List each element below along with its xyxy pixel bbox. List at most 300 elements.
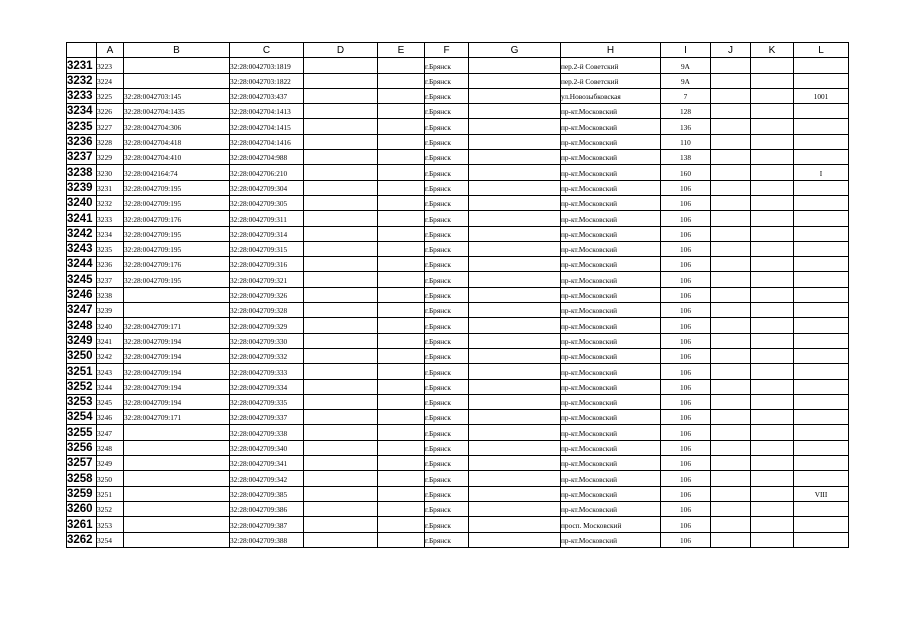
cell-k[interactable] bbox=[751, 226, 794, 241]
cell-d[interactable] bbox=[304, 88, 378, 103]
cell-k[interactable] bbox=[751, 257, 794, 272]
cell-l[interactable] bbox=[794, 272, 849, 287]
cell-b[interactable]: 32:28:0042709:194 bbox=[124, 364, 230, 379]
cell-i[interactable]: 136 bbox=[661, 119, 711, 134]
cell-g[interactable] bbox=[469, 104, 561, 119]
cell-c[interactable]: 32:28:0042709:333 bbox=[230, 364, 304, 379]
cell-h[interactable]: пр-кт.Московский bbox=[561, 226, 661, 241]
cell-f[interactable]: г.Брянск bbox=[425, 73, 469, 88]
row-number[interactable]: 3231 bbox=[67, 58, 97, 73]
cell-h[interactable]: пр-кт.Московский bbox=[561, 471, 661, 486]
cell-k[interactable] bbox=[751, 88, 794, 103]
cell-g[interactable] bbox=[469, 456, 561, 471]
cell-f[interactable]: г.Брянск bbox=[425, 195, 469, 210]
cell-f[interactable]: г.Брянск bbox=[425, 165, 469, 180]
cell-f[interactable]: г.Брянск bbox=[425, 532, 469, 547]
cell-b[interactable]: 32:28:0042709:194 bbox=[124, 379, 230, 394]
cell-i[interactable]: 106 bbox=[661, 471, 711, 486]
cell-i[interactable]: 106 bbox=[661, 318, 711, 333]
cell-d[interactable] bbox=[304, 394, 378, 409]
cell-f[interactable]: г.Брянск bbox=[425, 303, 469, 318]
cell-l[interactable] bbox=[794, 333, 849, 348]
cell-j[interactable] bbox=[711, 195, 751, 210]
cell-b[interactable] bbox=[124, 501, 230, 516]
cell-h[interactable]: пр-кт.Московский bbox=[561, 211, 661, 226]
cell-h[interactable]: пр-кт.Московский bbox=[561, 379, 661, 394]
cell-j[interactable] bbox=[711, 456, 751, 471]
cell-d[interactable] bbox=[304, 410, 378, 425]
cell-e[interactable] bbox=[378, 440, 425, 455]
cell-h[interactable]: пр-кт.Московский bbox=[561, 410, 661, 425]
cell-b[interactable]: 32:28:0042709:176 bbox=[124, 211, 230, 226]
row-number[interactable]: 3261 bbox=[67, 517, 97, 532]
cell-i[interactable]: 106 bbox=[661, 425, 711, 440]
cell-g[interactable] bbox=[469, 501, 561, 516]
cell-a[interactable]: 3237 bbox=[97, 272, 124, 287]
cell-d[interactable] bbox=[304, 287, 378, 302]
cell-g[interactable] bbox=[469, 486, 561, 501]
cell-g[interactable] bbox=[469, 165, 561, 180]
cell-k[interactable] bbox=[751, 211, 794, 226]
cell-d[interactable] bbox=[304, 379, 378, 394]
cell-j[interactable] bbox=[711, 287, 751, 302]
cell-j[interactable] bbox=[711, 180, 751, 195]
cell-a[interactable]: 3240 bbox=[97, 318, 124, 333]
cell-k[interactable] bbox=[751, 150, 794, 165]
row-number[interactable]: 3246 bbox=[67, 287, 97, 302]
cell-f[interactable]: г.Брянск bbox=[425, 333, 469, 348]
cell-b[interactable]: 32:28:0042709:195 bbox=[124, 241, 230, 256]
cell-h[interactable]: пр-кт.Московский bbox=[561, 180, 661, 195]
row-number[interactable]: 3251 bbox=[67, 364, 97, 379]
cell-l[interactable] bbox=[794, 379, 849, 394]
cell-c[interactable]: 32:28:0042704:1416 bbox=[230, 134, 304, 149]
cell-i[interactable]: 106 bbox=[661, 410, 711, 425]
cell-h[interactable]: пр-кт.Московский bbox=[561, 532, 661, 547]
cell-l[interactable] bbox=[794, 532, 849, 547]
cell-e[interactable] bbox=[378, 456, 425, 471]
cell-f[interactable]: г.Брянск bbox=[425, 379, 469, 394]
cell-d[interactable] bbox=[304, 104, 378, 119]
cell-a[interactable]: 3231 bbox=[97, 180, 124, 195]
cell-k[interactable] bbox=[751, 303, 794, 318]
cell-l[interactable] bbox=[794, 348, 849, 363]
cell-j[interactable] bbox=[711, 333, 751, 348]
cell-a[interactable]: 3249 bbox=[97, 456, 124, 471]
cell-j[interactable] bbox=[711, 379, 751, 394]
cell-c[interactable]: 32:28:0042709:385 bbox=[230, 486, 304, 501]
cell-d[interactable] bbox=[304, 119, 378, 134]
cell-c[interactable]: 32:28:0042704:1415 bbox=[230, 119, 304, 134]
cell-l[interactable] bbox=[794, 58, 849, 73]
cell-i[interactable]: 106 bbox=[661, 501, 711, 516]
cell-e[interactable] bbox=[378, 287, 425, 302]
cell-c[interactable]: 32:28:0042709:330 bbox=[230, 333, 304, 348]
cell-d[interactable] bbox=[304, 501, 378, 516]
cell-i[interactable]: 106 bbox=[661, 272, 711, 287]
cell-g[interactable] bbox=[469, 150, 561, 165]
cell-a[interactable]: 3224 bbox=[97, 73, 124, 88]
cell-a[interactable]: 3225 bbox=[97, 88, 124, 103]
cell-c[interactable]: 32:28:0042709:314 bbox=[230, 226, 304, 241]
cell-l[interactable] bbox=[794, 394, 849, 409]
cell-d[interactable] bbox=[304, 471, 378, 486]
row-number[interactable]: 3252 bbox=[67, 379, 97, 394]
row-number[interactable]: 3248 bbox=[67, 318, 97, 333]
cell-h[interactable]: пр-кт.Московский bbox=[561, 134, 661, 149]
cell-g[interactable] bbox=[469, 364, 561, 379]
cell-e[interactable] bbox=[378, 486, 425, 501]
cell-i[interactable]: 106 bbox=[661, 257, 711, 272]
cell-g[interactable] bbox=[469, 287, 561, 302]
cell-j[interactable] bbox=[711, 394, 751, 409]
cell-f[interactable]: г.Брянск bbox=[425, 180, 469, 195]
cell-j[interactable] bbox=[711, 241, 751, 256]
column-header-h[interactable]: H bbox=[561, 43, 661, 58]
cell-l[interactable] bbox=[794, 134, 849, 149]
cell-h[interactable]: пр-кт.Московский bbox=[561, 364, 661, 379]
cell-i[interactable]: 106 bbox=[661, 287, 711, 302]
cell-l[interactable] bbox=[794, 180, 849, 195]
cell-j[interactable] bbox=[711, 425, 751, 440]
cell-k[interactable] bbox=[751, 471, 794, 486]
cell-e[interactable] bbox=[378, 104, 425, 119]
cell-f[interactable]: г.Брянск bbox=[425, 119, 469, 134]
row-number[interactable]: 3250 bbox=[67, 348, 97, 363]
cell-l[interactable] bbox=[794, 517, 849, 532]
cell-a[interactable]: 3228 bbox=[97, 134, 124, 149]
cell-l[interactable] bbox=[794, 211, 849, 226]
cell-l[interactable]: I bbox=[794, 165, 849, 180]
cell-l[interactable] bbox=[794, 150, 849, 165]
cell-j[interactable] bbox=[711, 165, 751, 180]
cell-a[interactable]: 3243 bbox=[97, 364, 124, 379]
cell-i[interactable]: 106 bbox=[661, 195, 711, 210]
cell-k[interactable] bbox=[751, 379, 794, 394]
cell-j[interactable] bbox=[711, 348, 751, 363]
cell-g[interactable] bbox=[469, 318, 561, 333]
cell-e[interactable] bbox=[378, 318, 425, 333]
cell-i[interactable]: 7 bbox=[661, 88, 711, 103]
cell-d[interactable] bbox=[304, 517, 378, 532]
cell-e[interactable] bbox=[378, 532, 425, 547]
cell-e[interactable] bbox=[378, 379, 425, 394]
row-number[interactable]: 3262 bbox=[67, 532, 97, 547]
cell-i[interactable]: 9А bbox=[661, 73, 711, 88]
cell-g[interactable] bbox=[469, 88, 561, 103]
cell-l[interactable] bbox=[794, 364, 849, 379]
cell-l[interactable] bbox=[794, 440, 849, 455]
cell-k[interactable] bbox=[751, 73, 794, 88]
cell-d[interactable] bbox=[304, 348, 378, 363]
cell-j[interactable] bbox=[711, 532, 751, 547]
cell-j[interactable] bbox=[711, 272, 751, 287]
cell-f[interactable]: г.Брянск bbox=[425, 440, 469, 455]
cell-a[interactable]: 3250 bbox=[97, 471, 124, 486]
cell-j[interactable] bbox=[711, 486, 751, 501]
cell-g[interactable] bbox=[469, 226, 561, 241]
row-number[interactable]: 3255 bbox=[67, 425, 97, 440]
cell-d[interactable] bbox=[304, 134, 378, 149]
cell-b[interactable] bbox=[124, 425, 230, 440]
cell-k[interactable] bbox=[751, 272, 794, 287]
cell-b[interactable] bbox=[124, 532, 230, 547]
cell-a[interactable]: 3244 bbox=[97, 379, 124, 394]
cell-k[interactable] bbox=[751, 134, 794, 149]
cell-g[interactable] bbox=[469, 425, 561, 440]
cell-d[interactable] bbox=[304, 150, 378, 165]
cell-e[interactable] bbox=[378, 303, 425, 318]
cell-k[interactable] bbox=[751, 241, 794, 256]
cell-e[interactable] bbox=[378, 501, 425, 516]
cell-e[interactable] bbox=[378, 150, 425, 165]
cell-e[interactable] bbox=[378, 425, 425, 440]
cell-c[interactable]: 32:28:0042709:326 bbox=[230, 287, 304, 302]
cell-l[interactable] bbox=[794, 195, 849, 210]
cell-a[interactable]: 3235 bbox=[97, 241, 124, 256]
cell-e[interactable] bbox=[378, 471, 425, 486]
cell-c[interactable]: 32:28:0042709:335 bbox=[230, 394, 304, 409]
cell-f[interactable]: г.Брянск bbox=[425, 241, 469, 256]
row-number[interactable]: 3232 bbox=[67, 73, 97, 88]
cell-g[interactable] bbox=[469, 195, 561, 210]
cell-h[interactable]: пр-кт.Московский bbox=[561, 195, 661, 210]
cell-a[interactable]: 3245 bbox=[97, 394, 124, 409]
cell-d[interactable] bbox=[304, 58, 378, 73]
cell-g[interactable] bbox=[469, 517, 561, 532]
column-header-a[interactable]: A bbox=[97, 43, 124, 58]
cell-a[interactable]: 3234 bbox=[97, 226, 124, 241]
cell-e[interactable] bbox=[378, 226, 425, 241]
row-number[interactable]: 3256 bbox=[67, 440, 97, 455]
cell-k[interactable] bbox=[751, 348, 794, 363]
cell-i[interactable]: 106 bbox=[661, 241, 711, 256]
cell-k[interactable] bbox=[751, 364, 794, 379]
cell-j[interactable] bbox=[711, 257, 751, 272]
corner-cell[interactable] bbox=[67, 43, 97, 58]
cell-f[interactable]: г.Брянск bbox=[425, 394, 469, 409]
cell-g[interactable] bbox=[469, 471, 561, 486]
cell-g[interactable] bbox=[469, 134, 561, 149]
cell-a[interactable]: 3226 bbox=[97, 104, 124, 119]
cell-h[interactable]: пр-кт.Московский bbox=[561, 501, 661, 516]
cell-f[interactable]: г.Брянск bbox=[425, 410, 469, 425]
column-header-c[interactable]: C bbox=[230, 43, 304, 58]
cell-a[interactable]: 3246 bbox=[97, 410, 124, 425]
cell-f[interactable]: г.Брянск bbox=[425, 364, 469, 379]
cell-h[interactable]: пр-кт.Московский bbox=[561, 257, 661, 272]
cell-d[interactable] bbox=[304, 425, 378, 440]
cell-l[interactable] bbox=[794, 410, 849, 425]
cell-a[interactable]: 3241 bbox=[97, 333, 124, 348]
cell-d[interactable] bbox=[304, 73, 378, 88]
row-number[interactable]: 3245 bbox=[67, 272, 97, 287]
cell-j[interactable] bbox=[711, 134, 751, 149]
cell-k[interactable] bbox=[751, 195, 794, 210]
cell-l[interactable] bbox=[794, 257, 849, 272]
cell-e[interactable] bbox=[378, 211, 425, 226]
row-number[interactable]: 3235 bbox=[67, 119, 97, 134]
cell-l[interactable] bbox=[794, 287, 849, 302]
cell-g[interactable] bbox=[469, 333, 561, 348]
row-number[interactable]: 3258 bbox=[67, 471, 97, 486]
cell-c[interactable]: 32:28:0042709:342 bbox=[230, 471, 304, 486]
cell-g[interactable] bbox=[469, 532, 561, 547]
cell-e[interactable] bbox=[378, 134, 425, 149]
cell-b[interactable]: 32:28:0042703:145 bbox=[124, 88, 230, 103]
cell-d[interactable] bbox=[304, 211, 378, 226]
cell-l[interactable] bbox=[794, 425, 849, 440]
cell-c[interactable]: 32:28:0042706:210 bbox=[230, 165, 304, 180]
cell-k[interactable] bbox=[751, 287, 794, 302]
cell-h[interactable]: пр-кт.Московский bbox=[561, 440, 661, 455]
cell-g[interactable] bbox=[469, 272, 561, 287]
cell-e[interactable] bbox=[378, 272, 425, 287]
cell-l[interactable]: 1001 bbox=[794, 88, 849, 103]
cell-b[interactable]: 32:28:0042709:171 bbox=[124, 410, 230, 425]
cell-k[interactable] bbox=[751, 333, 794, 348]
cell-l[interactable] bbox=[794, 104, 849, 119]
cell-c[interactable]: 32:28:0042704:988 bbox=[230, 150, 304, 165]
cell-e[interactable] bbox=[378, 165, 425, 180]
cell-i[interactable]: 106 bbox=[661, 333, 711, 348]
cell-i[interactable]: 106 bbox=[661, 394, 711, 409]
cell-c[interactable]: 32:28:0042709:341 bbox=[230, 456, 304, 471]
cell-f[interactable]: г.Брянск bbox=[425, 318, 469, 333]
cell-b[interactable]: 32:28:0042704:306 bbox=[124, 119, 230, 134]
cell-k[interactable] bbox=[751, 318, 794, 333]
cell-i[interactable]: 106 bbox=[661, 180, 711, 195]
cell-d[interactable] bbox=[304, 486, 378, 501]
cell-h[interactable]: пр-кт.Московский bbox=[561, 104, 661, 119]
cell-h[interactable]: пр-кт.Московский bbox=[561, 425, 661, 440]
cell-i[interactable]: 106 bbox=[661, 456, 711, 471]
cell-d[interactable] bbox=[304, 303, 378, 318]
cell-i[interactable]: 128 bbox=[661, 104, 711, 119]
cell-a[interactable]: 3253 bbox=[97, 517, 124, 532]
cell-h[interactable]: пр-кт.Московский bbox=[561, 394, 661, 409]
cell-j[interactable] bbox=[711, 150, 751, 165]
cell-a[interactable]: 3223 bbox=[97, 58, 124, 73]
cell-h[interactable]: пр-кт.Московский bbox=[561, 333, 661, 348]
cell-c[interactable]: 32:28:0042709:387 bbox=[230, 517, 304, 532]
cell-g[interactable] bbox=[469, 440, 561, 455]
column-header-d[interactable]: D bbox=[304, 43, 378, 58]
cell-b[interactable]: 32:28:0042709:194 bbox=[124, 333, 230, 348]
cell-i[interactable]: 106 bbox=[661, 348, 711, 363]
cell-i[interactable]: 106 bbox=[661, 440, 711, 455]
cell-c[interactable]: 32:28:0042709:328 bbox=[230, 303, 304, 318]
cell-k[interactable] bbox=[751, 104, 794, 119]
cell-l[interactable] bbox=[794, 226, 849, 241]
cell-b[interactable] bbox=[124, 287, 230, 302]
cell-d[interactable] bbox=[304, 456, 378, 471]
cell-f[interactable]: г.Брянск bbox=[425, 211, 469, 226]
cell-f[interactable]: г.Брянск bbox=[425, 272, 469, 287]
cell-c[interactable]: 32:28:0042709:329 bbox=[230, 318, 304, 333]
cell-f[interactable]: г.Брянск bbox=[425, 456, 469, 471]
cell-k[interactable] bbox=[751, 425, 794, 440]
cell-h[interactable]: пер.2-й Советский bbox=[561, 73, 661, 88]
cell-d[interactable] bbox=[304, 165, 378, 180]
cell-e[interactable] bbox=[378, 257, 425, 272]
cell-j[interactable] bbox=[711, 58, 751, 73]
cell-l[interactable] bbox=[794, 73, 849, 88]
cell-a[interactable]: 3230 bbox=[97, 165, 124, 180]
cell-b[interactable]: 32:28:0042709:171 bbox=[124, 318, 230, 333]
cell-f[interactable]: г.Брянск bbox=[425, 517, 469, 532]
cell-e[interactable] bbox=[378, 348, 425, 363]
cell-e[interactable] bbox=[378, 517, 425, 532]
cell-h[interactable]: пр-кт.Московский bbox=[561, 272, 661, 287]
cell-d[interactable] bbox=[304, 272, 378, 287]
cell-a[interactable]: 3233 bbox=[97, 211, 124, 226]
cell-i[interactable]: 106 bbox=[661, 517, 711, 532]
cell-j[interactable] bbox=[711, 501, 751, 516]
row-number[interactable]: 3257 bbox=[67, 456, 97, 471]
cell-e[interactable] bbox=[378, 364, 425, 379]
cell-i[interactable]: 138 bbox=[661, 150, 711, 165]
cell-k[interactable] bbox=[751, 165, 794, 180]
cell-a[interactable]: 3229 bbox=[97, 150, 124, 165]
cell-g[interactable] bbox=[469, 410, 561, 425]
cell-h[interactable]: пр-кт.Московский bbox=[561, 287, 661, 302]
cell-j[interactable] bbox=[711, 73, 751, 88]
cell-i[interactable]: 110 bbox=[661, 134, 711, 149]
cell-b[interactable]: 32:28:0042709:195 bbox=[124, 226, 230, 241]
cell-d[interactable] bbox=[304, 195, 378, 210]
cell-a[interactable]: 3238 bbox=[97, 287, 124, 302]
cell-f[interactable]: г.Брянск bbox=[425, 134, 469, 149]
cell-h[interactable]: пр-кт.Московский bbox=[561, 486, 661, 501]
cell-j[interactable] bbox=[711, 517, 751, 532]
cell-h[interactable]: пр-кт.Московский bbox=[561, 165, 661, 180]
cell-e[interactable] bbox=[378, 394, 425, 409]
cell-a[interactable]: 3236 bbox=[97, 257, 124, 272]
cell-a[interactable]: 3254 bbox=[97, 532, 124, 547]
cell-g[interactable] bbox=[469, 394, 561, 409]
cell-i[interactable]: 106 bbox=[661, 211, 711, 226]
cell-a[interactable]: 3239 bbox=[97, 303, 124, 318]
row-number[interactable]: 3247 bbox=[67, 303, 97, 318]
cell-k[interactable] bbox=[751, 410, 794, 425]
cell-c[interactable]: 32:28:0042709:311 bbox=[230, 211, 304, 226]
cell-b[interactable]: 32:28:0042709:195 bbox=[124, 195, 230, 210]
cell-b[interactable]: 32:28:0042164:74 bbox=[124, 165, 230, 180]
cell-j[interactable] bbox=[711, 440, 751, 455]
cell-h[interactable]: пер.2-й Советский bbox=[561, 58, 661, 73]
cell-i[interactable]: 106 bbox=[661, 379, 711, 394]
cell-l[interactable] bbox=[794, 471, 849, 486]
row-number[interactable]: 3241 bbox=[67, 211, 97, 226]
cell-k[interactable] bbox=[751, 394, 794, 409]
cell-c[interactable]: 32:28:0042709:321 bbox=[230, 272, 304, 287]
cell-l[interactable] bbox=[794, 456, 849, 471]
cell-k[interactable] bbox=[751, 58, 794, 73]
cell-h[interactable]: пр-кт.Московский bbox=[561, 241, 661, 256]
cell-h[interactable]: пр-кт.Московский bbox=[561, 119, 661, 134]
cell-b[interactable]: 32:28:0042709:176 bbox=[124, 257, 230, 272]
cell-i[interactable]: 106 bbox=[661, 226, 711, 241]
cell-c[interactable]: 32:28:0042709:386 bbox=[230, 501, 304, 516]
cell-i[interactable]: 106 bbox=[661, 303, 711, 318]
cell-d[interactable] bbox=[304, 440, 378, 455]
cell-h[interactable]: пр-кт.Московский bbox=[561, 318, 661, 333]
cell-b[interactable] bbox=[124, 73, 230, 88]
cell-b[interactable]: 32:28:0042704:410 bbox=[124, 150, 230, 165]
cell-b[interactable]: 32:28:0042709:195 bbox=[124, 180, 230, 195]
cell-c[interactable]: 32:28:0042709:332 bbox=[230, 348, 304, 363]
